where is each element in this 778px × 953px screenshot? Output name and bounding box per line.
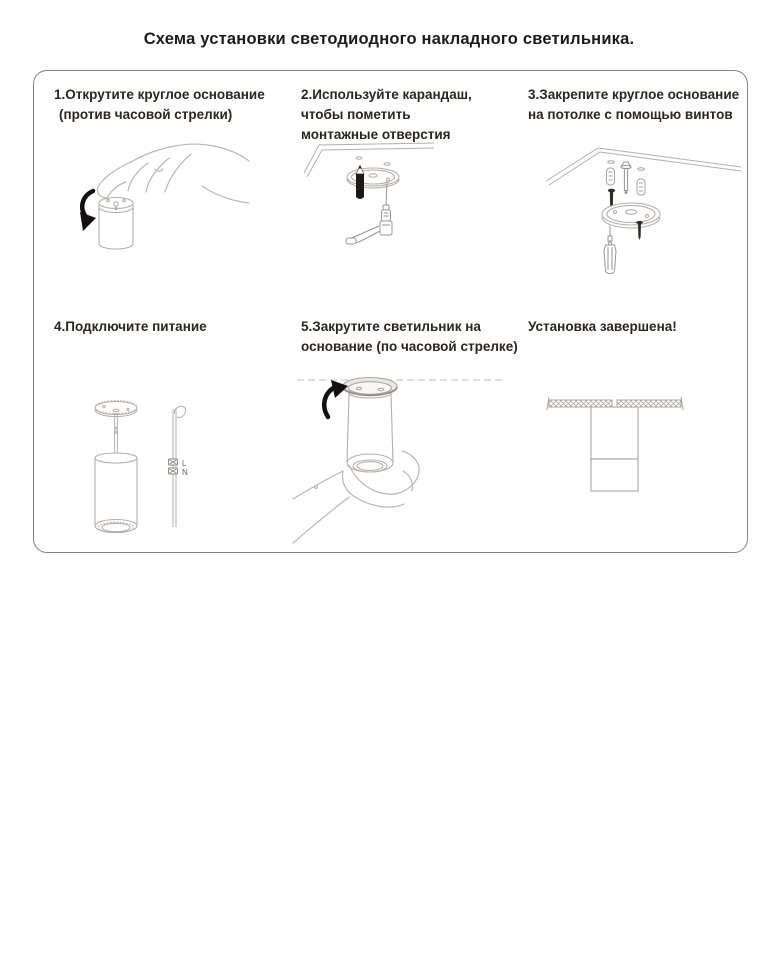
step-2-line-2: чтобы пометить bbox=[301, 107, 411, 122]
step-5-line-1: 5.Закрутите светильник на bbox=[301, 319, 481, 334]
step-2-illustration bbox=[301, 141, 501, 301]
step-5-line-2: основание (по часовой стрелке) bbox=[301, 339, 518, 354]
step-4-label bbox=[54, 317, 207, 337]
step-1-line-2: (против часовой стрелки) bbox=[59, 107, 233, 122]
base-plate bbox=[602, 203, 660, 228]
step-4-line-1: 4.Подключите питание bbox=[54, 319, 207, 334]
step-3-label bbox=[528, 85, 739, 125]
wire-l-label: L bbox=[182, 459, 187, 468]
luminaire-cylinder bbox=[347, 388, 393, 472]
screw-icon bbox=[621, 162, 631, 194]
suspension-rod bbox=[115, 413, 118, 455]
steps-panel bbox=[33, 70, 748, 553]
base-plate bbox=[347, 168, 399, 188]
step-6-illustration bbox=[531, 381, 741, 511]
luminaire-cylinder bbox=[99, 198, 133, 249]
wire-connector-icon bbox=[346, 182, 392, 244]
step-3-illustration bbox=[531, 141, 741, 301]
step-2-label bbox=[301, 85, 472, 145]
wire-n-label: N bbox=[182, 468, 188, 477]
step-4-illustration bbox=[61, 381, 241, 551]
step-1-illustration bbox=[51, 141, 251, 301]
rotate-cw-arrow-icon bbox=[324, 380, 348, 417]
screwdriver-icon bbox=[604, 226, 616, 274]
step-2-line-1: 2.Используйте карандаш, bbox=[301, 87, 472, 102]
step-1-line-1: 1.Открутите круглое основание bbox=[54, 87, 265, 102]
step-3-line-1: 3.Закрепите круглое основание bbox=[528, 87, 740, 102]
rotate-ccw-arrow-icon bbox=[80, 191, 96, 231]
page-title: Схема установки светодиодного накладного светильника. bbox=[143, 30, 635, 48]
mounted-luminaire bbox=[591, 407, 638, 491]
step-2-line-3: монтажные отверстия bbox=[301, 127, 451, 142]
step-1-label bbox=[54, 85, 265, 125]
hand-icon bbox=[97, 144, 249, 203]
base-plate bbox=[95, 401, 137, 417]
step-6-line-1: Установка завершена! bbox=[528, 319, 677, 334]
step-5-illustration bbox=[291, 371, 511, 551]
step-5-label bbox=[301, 317, 518, 357]
step-6-label bbox=[528, 317, 677, 337]
base-plate bbox=[343, 378, 397, 396]
luminaire-cylinder bbox=[95, 453, 137, 533]
step-3-line-2: на потолке с помощью винтов bbox=[528, 107, 733, 122]
